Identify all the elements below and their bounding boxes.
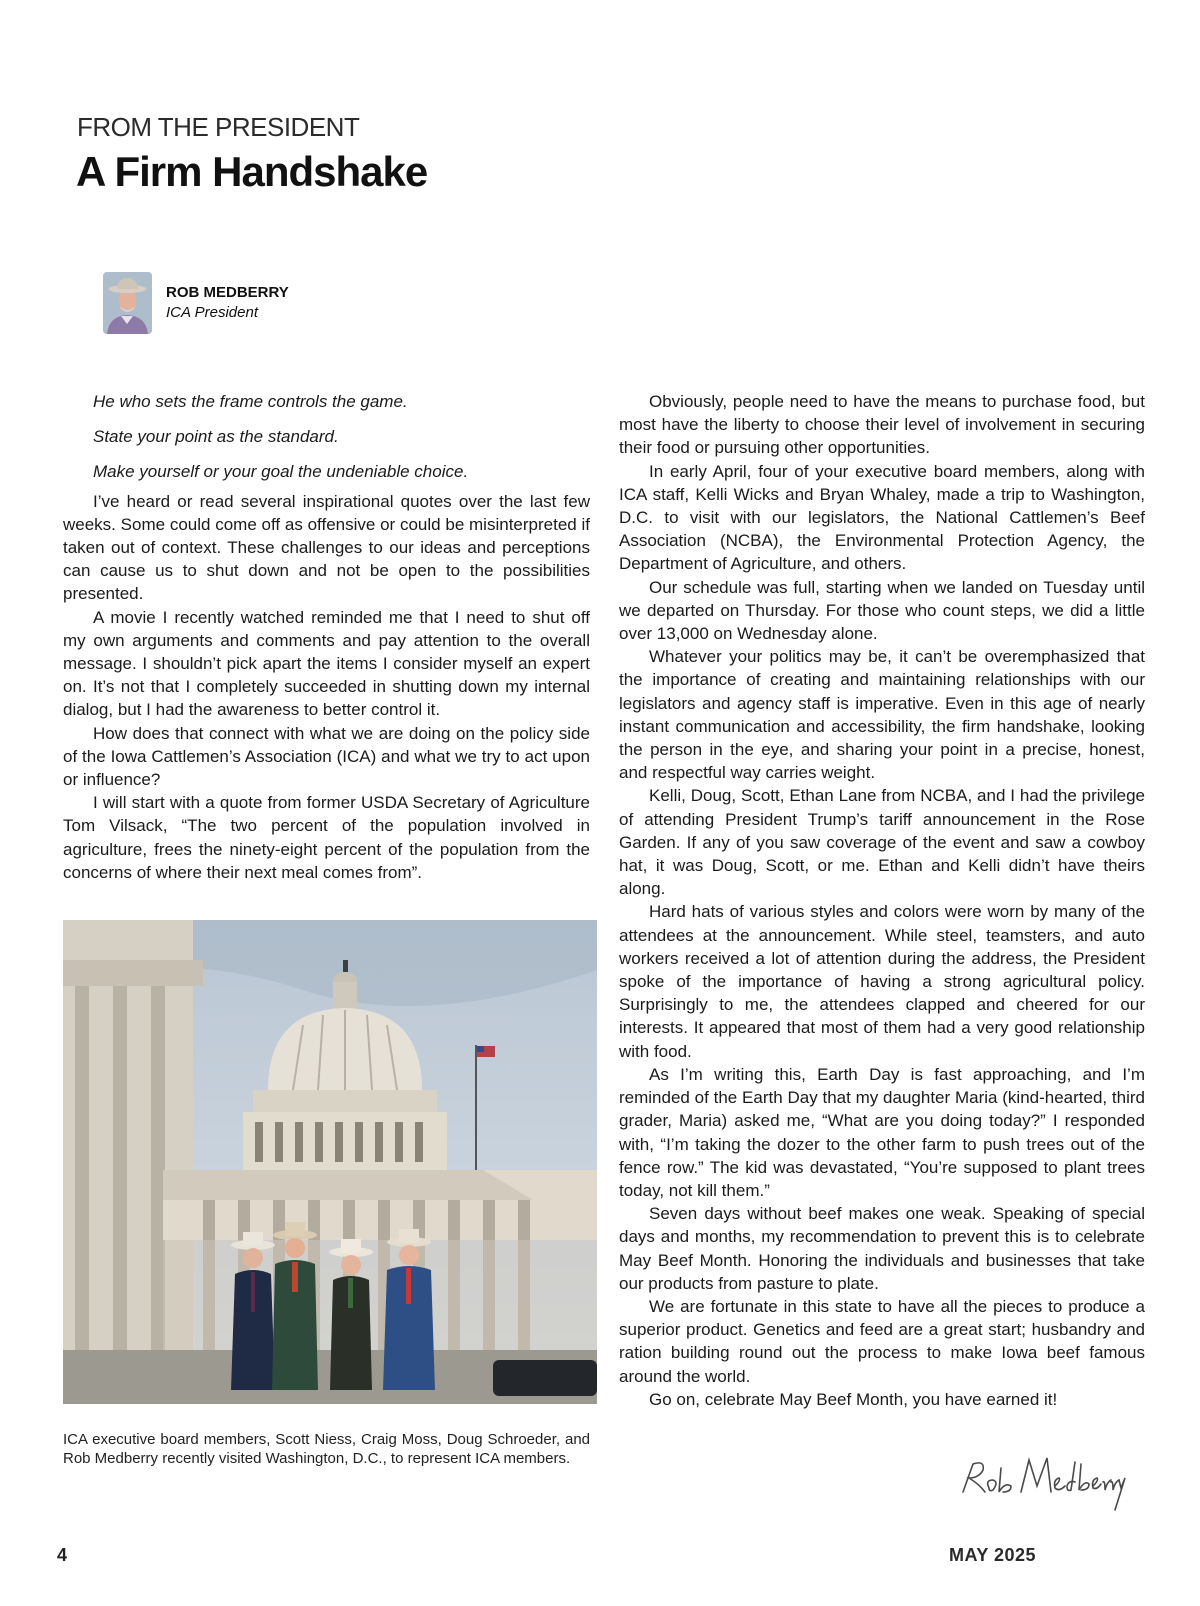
body-paragraph: Obviously, people need to have the means to purchase food, but most have the liberty to choose their level of involvement in securing their food or pursuing other opportunities.	[619, 392, 1145, 458]
author-signature	[955, 1448, 1130, 1516]
body-paragraph: Seven days without beef makes one weak. Speaking of special days and months, my recommendation to prevent this is to celebrate May Beef Month. Honoring the individuals and businesses that take our products from pasture to plate.	[619, 1204, 1145, 1293]
article-column-right	[619, 390, 1145, 1411]
body-paragraph: Our schedule was full, starting when we landed on Tuesday until we departed on Thursday. For those who count steps, we did a little over 13,000 on Wednesday alone.	[619, 577, 1145, 644]
body-paragraph: As I’m writing this, Earth Day is fast approaching, and I’m reminded of the Earth Day that my daughter Maria (kind-hearted, third grader, Maria) asked me, “What are you doing today?” I responded with, “I’m taking the dozer to the other farm to push trees out of the fence row.” The kid was devastated, “You’re supposed to plant trees today, not kill them.”	[619, 1064, 1145, 1200]
epigraph-line: State your point as the standard.	[93, 427, 339, 447]
author-name: ROB MEDBERRY	[166, 284, 289, 301]
body-paragraph: I’ve heard or read several inspirational quotes over the last few weeks. Some could come off as offensive or could be misinterpreted if taken out of context. These challenges to our ideas and perceptions can cause us to shut down and not be open to the possibilities presented.	[63, 491, 590, 604]
article-column-left	[63, 390, 590, 884]
body-paragraph: Kelli, Doug, Scott, Ethan Lane from NCBA, and I had the privilege of attending President Trump’s tariff announcement in the Rose Garden. If any of you saw coverage of the event and saw a cowboy hat, it was Doug, Scott, or me. Ethan and Kelli didn’t have theirs along.	[619, 786, 1145, 899]
body-paragraph: Go on, celebrate May Beef Month, you have earned it!	[649, 1389, 1058, 1409]
body-paragraph: Whatever your politics may be, it can’t be overemphasized that the importance of creating and maintaining relationships with our legislators and agency staff is imperative. Even in this age of nearly instant communication and accessibility, the firm handshake, looking the person in the eye, and sharing your point in a precise, honest, and respectful way carries weight.	[619, 647, 1145, 783]
capitol-photo	[63, 920, 597, 1404]
author-role: ICA President	[166, 304, 258, 321]
issue-date: MAY 2025	[949, 1545, 1037, 1565]
body-paragraph: A movie I recently watched reminded me that I need to shut off my own arguments and comments and pay attention to the overall message. I shouldn’t pick apart the items I consider myself an expert on. It’s not that I completely succeeded in shutting down my internal dialog, but I had the awareness to better control it.	[63, 607, 590, 720]
epigraph-line: He who sets the frame controls the game.	[93, 392, 408, 411]
body-paragraph: I will start with a quote from former USDA Secretary of Agriculture Tom Vilsack, “The two percent of the population involved in agriculture, frees the ninety-eight percent of the population from the concerns of where their next meal comes from”.	[63, 793, 590, 882]
photo-caption: ICA executive board members, Scott Niess, Craig Moss, Doug Schroeder, and Rob Medberry recently visited Washington, D.C., to represent ICA members.	[63, 1431, 590, 1467]
author-avatar	[103, 272, 152, 334]
section-kicker: FROM THE PRESIDENT	[77, 112, 360, 142]
body-paragraph: How does that connect with what we are doing on the policy side of the Iowa Cattlemen’s Association (ICA) and what we try to act upon or influence?	[63, 723, 590, 790]
body-paragraph: In early April, four of your executive board members, along with ICA staff, Kelli Wicks and Bryan Whaley, made a trip to Washington, D.C. to visit with our legislators, the National Cattlemen’s Beef Association (NCBA), the Environmental Protection Agency, the Department of Agriculture, and others.	[619, 461, 1145, 574]
article-title: A Firm Handshake	[76, 148, 428, 195]
epigraph-line: Make yourself or your goal the undeniable choice.	[93, 462, 469, 482]
body-paragraph: Hard hats of various styles and colors were worn by many of the attendees at the announcement. While steel, teamsters, and auto workers received a lot of attention during the address, the President spoke of the importance of having a strong agricultural policy. Surprisingly to me, the attendees clapped and cheered for our interests. It appeared that most of them had a very good relationship with food.	[619, 902, 1145, 1061]
body-paragraph: We are fortunate in this state to have all the pieces to produce a superior product. Genetics and feed are a great start; husbandry and ration building round out the process to make Iowa beef famous around the world.	[619, 1296, 1145, 1386]
page-number: 4	[57, 1545, 68, 1565]
